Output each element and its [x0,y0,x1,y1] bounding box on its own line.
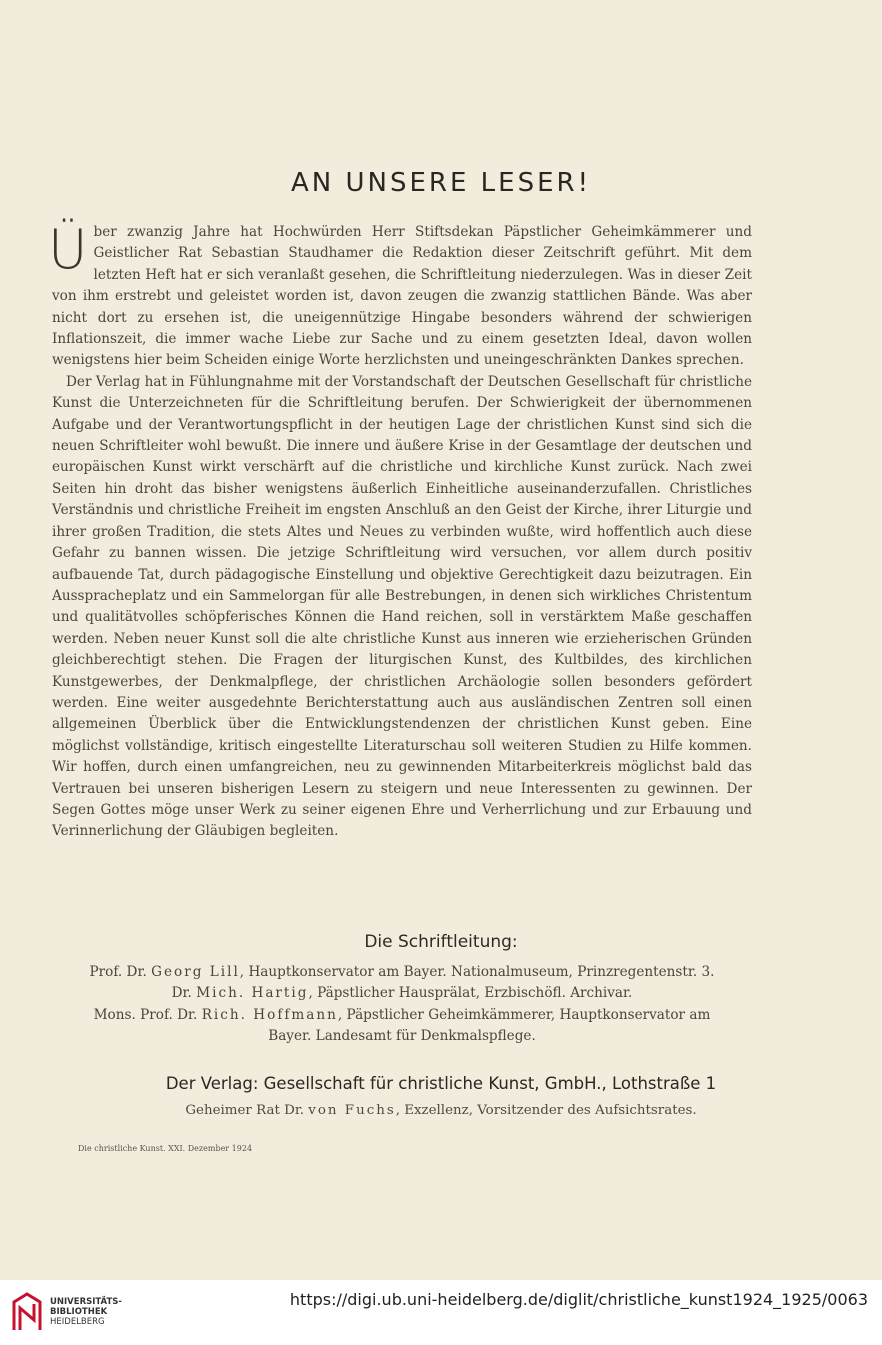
signoff-heading: Die Schriftleitung: [364,932,518,952]
editors-list [52,962,752,1048]
drop-cap: Ü [48,218,88,281]
editor-name: Rich. Hoffmann [201,1006,338,1023]
editor-name: Georg Lill [151,964,240,980]
editor-name: Mich. Hartig [196,985,309,1002]
publisher-line: Der Verlag: Gesellschaft für christliche Kunst, GmbH., Lothstraße 1 [165,1074,717,1093]
institution-name: UNIVERSITÄTS- BIBLIOTHEK HEIDELBERG [50,1297,122,1327]
page-permalink[interactable]: https://digi.ub.uni-heidelberg.de/diglit/christliche_kunst1924_1925/0063 [289,1290,868,1309]
paragraph-1 [48,218,752,372]
chair-name: von Fuchs [308,1103,396,1118]
editor-line: Mons. Prof. Dr. Rich. Hoffmann, Päpstlicher Geheimkämmerer, Hauptkonservator am [93,1006,711,1023]
editor-line: Bayer. Landesamt für Denkmalspflege. [268,1028,536,1045]
article-body [48,218,752,843]
publisher-chair-line: Geheimer Rat Dr. von Fuchs, Exzellenz, Vorsitzender des Aufsichtsrates. [185,1103,697,1118]
page-footnote: Die christliche Kunst. XXI. Dezember 1924 [78,1144,253,1153]
editor-line: Prof. Dr. Georg Lill, Hauptkonservator am Bayer. Nationalmuseum, Prinzregentenstr. 3. [89,964,715,980]
page-title: AN UNSERE LESER! [290,168,591,198]
paragraph-2: Der Verlag hat in Fühlungnahme mit der Vorstandschaft der Deutschen Gesellschaft für christliche Kunst die Unterzeichneten für die Schriftleitung berufen. Der Schwierigkeit der übernommenen Aufgabe und der Verantwortungspflicht in der heutigen Lage der christlichen Kunst sind sich die neuen Schriftleiter wohl bewußt. Die innere und äußere Krise in der Gesamtlage der deutschen und europäischen Kunst wirkt verschärft auf die christliche und kirchliche Kunst zurück. Nach zwei Seiten hin droht das bisher wenigstens äußerlich Einheitliche auseinanderzufallen. Christliches Verständnis und christliche Freiheit im engsten Anschluß an den Geist der Kirche, ihrer Liturgie und ihrer großen Tradition, die stets Altes und Neues zu verbinden wußte, wird hoffentlich auch diese Gefahr zu bannen wissen. Die jetzige Schriftleitung wird versuchen, vor allem durch positiv aufbauende Tat, durch pädagogische Einstellung und objektive Gerechtigkeit dazu beizutragen. Ein Aussprachеplatz und ein Sammelorgan für alle Bestrebungen, in denen sich wirkliches Christentum und qualitätvolles schöpferisches Können die Hand reichen, soll in verstärktem Maße geschaffen werden. Neben neuer Kunst soll die alte christliche Kunst aus inneren wie erzieherischen Gründen gleichberechtigt stehen. Die Fragen der liturgischen Kunst, des Kultbildes, des kirchlichen Kunstgewerbes, der Denkmalpflege, der christlichen Archäologie sollen besonders gefördert werden. Eine weiter ausgedehnte Berichterstattung auch aus ausländischen Zentren soll einen allgemeinen Überblick über die Entwicklungstendenzen der christlichen Kunst geben. Eine möglichst vollständige, kritisch eingestellte Literaturschau soll weiteren Studien zu Hilfe kommen. Wir hoffen, durch einen umfangreichen, neu zu gewinnenden Mitarbeiterkreis möglichst bald das Vertrauen bei unseren bisherigen Lesern zu steigern und neue Interessenten zu gewinnen. Der Segen Gottes möge unser Werk zu seiner eigenen Ehre und Verherrlichung und zur Erbauung und Verinnerlichung der Gläubigen begleiten. [52,373,752,840]
paragraph-1-text: ber zwanzig Jahre hat Hochwürden Herr Stiftsdekan Päpstlicher Geheimkämmerer und Geistlicher Rat Sebastian Staudhamer die Redaktion dieser Zeitschrift geführt. Mit dem letzten Heft hat er sich veranlaßt gesehen, die Schriftleitung niederzulegen. Was in dieser Zeit von ihm erstrebt und geleistet worden ist, davon zeugen die zwanzig stattlichen Bände. Was aber nicht dort zu ersehen ist, die uneigennützige Hingabe besonders während der schwierigen Inflationszeit, die immer wache Liebe zur Sache und zu einem gesetzten Ideal, davon wollen wenigstens hier beim Scheiden einige Worte herzlichsten und uneingeschränkten Dankes sprechen. [52,224,752,369]
editor-line: Dr. Mich. Hartig, Päpstlicher Hausprälat, Erzbischöfl. Archivar. [171,985,633,1002]
heidelberg-library-logo-icon[interactable] [10,1290,44,1334]
